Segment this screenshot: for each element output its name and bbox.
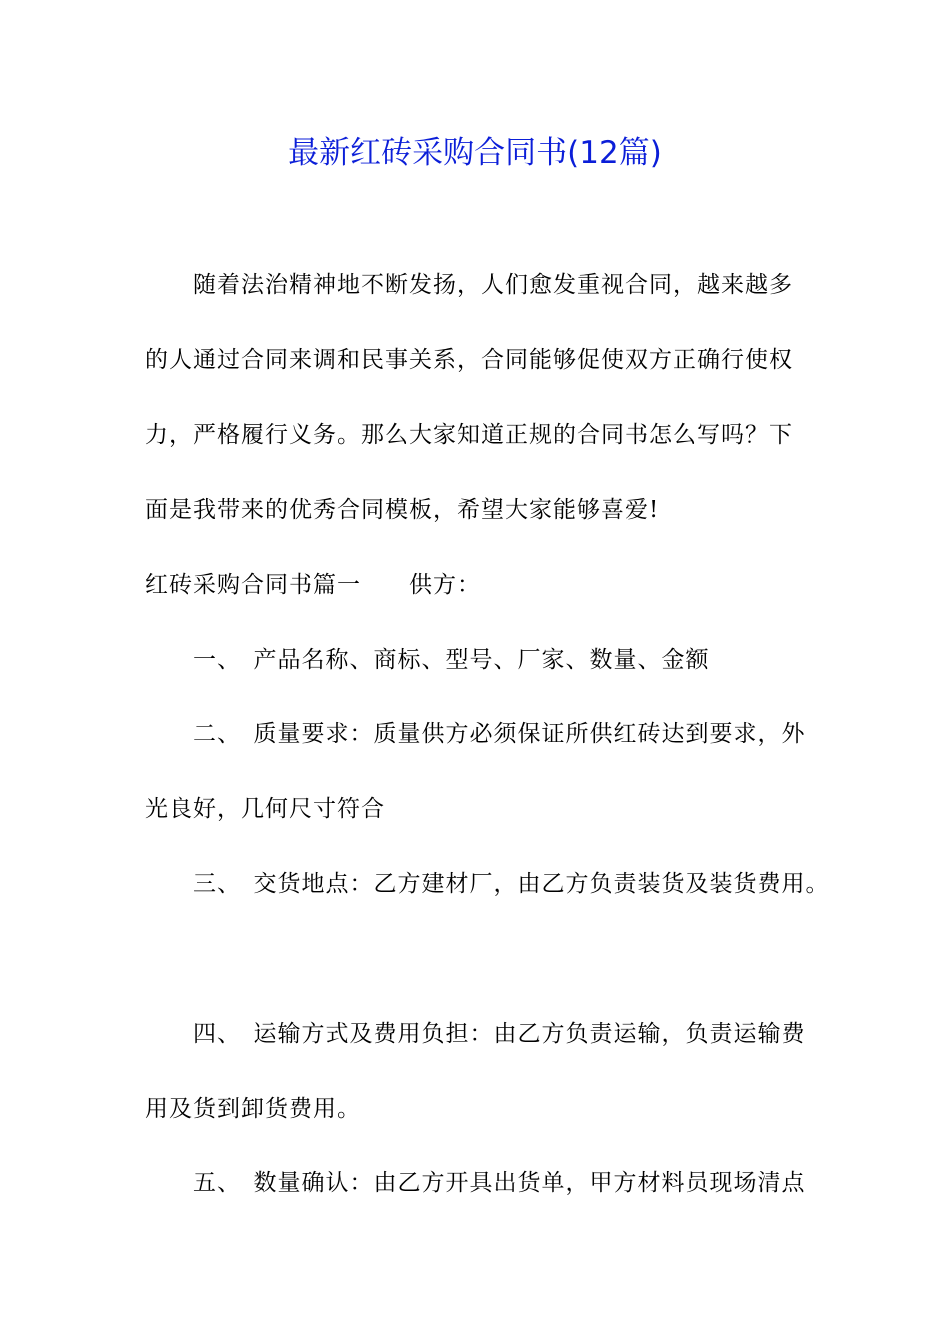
- paragraph-line: 面是我带来的优秀合同模板，希望大家能够喜爱!: [145, 497, 660, 523]
- paragraph-line: 的人通过合同来调和民事关系，合同能够促使双方正确行使权: [145, 347, 793, 373]
- paragraph-line: 随着法治精神地不断发扬，人们愈发重视合同，越来越多: [193, 272, 793, 298]
- list-item: 一、 产品名称、商标、型号、厂家、数量、金额: [193, 647, 710, 673]
- paragraph-line: 用及货到卸货费用。: [145, 1096, 361, 1122]
- list-item: 三、 交货地点：乙方建材厂，由乙方负责装货及装货费用。: [193, 871, 830, 897]
- list-item: 二、 质量要求：质量供方必须保证所供红砖达到要求，外: [193, 721, 806, 747]
- list-item: 四、 运输方式及费用负担：由乙方负责运输，负责运输费: [193, 1021, 806, 1047]
- document-title: 最新红砖采购合同书(12篇): [288, 135, 662, 171]
- list-item: 五、 数量确认：由乙方开具出货单，甲方材料员现场清点: [193, 1170, 806, 1196]
- section-heading: 红砖采购合同书篇一 供方：: [145, 572, 481, 598]
- paragraph-line: 光良好，几何尺寸符合: [145, 796, 385, 822]
- paragraph-line: 力，严格履行义务。那么大家知道正规的合同书怎么写吗？下: [145, 422, 793, 448]
